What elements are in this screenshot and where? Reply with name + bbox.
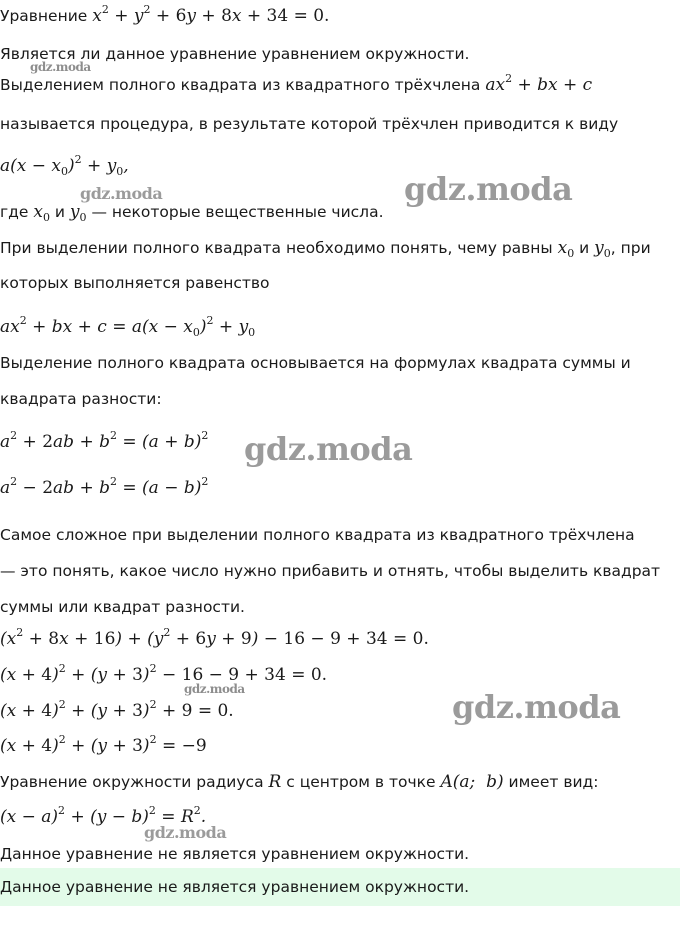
definition-line-2: называется процедура, в результате которой трёхчлен приводится к виду (0, 115, 619, 133)
equality-formula: $ax^2$ + bx + $c = a(x - x_0)^2 + y_0$ (0, 314, 256, 339)
step-1-formula: $(x^2 + 8x + 16) + (y^2 + 6y + 9) - 16 - 9 + 34 = 0$. (0, 626, 429, 649)
equation-main: $x^2 + y^2 + 6y + 8x + 34 = 0$. (92, 3, 330, 26)
step-2-formula: $(x + 4)^2 + (y + 3)^2 - 16 - 9 + 34 = 0$. (0, 662, 328, 685)
step-4-formula: $(x + 4)^2 + (y + 3)^2 = -9$ (0, 733, 207, 756)
watermark: gdz.moda (184, 682, 245, 696)
basis-line-1: Выделение полного квадрата основывается на формулах квадрата суммы и (0, 354, 631, 372)
circle-equation-formula: $(x - a)^2 + (y - b)^2 = R^2$. (0, 804, 207, 827)
watermark: gdz.moda (144, 823, 227, 842)
hard-part-line-1: Самое сложное при выделении полного квадрата из квадратного трёхчлена (0, 526, 635, 544)
trinomial-formula: $ax^2$ + bx + c (485, 72, 593, 95)
answer-box (0, 868, 680, 906)
definition-line-3: где $x_0$ и $y_0$ — некоторые вещественные числа. (0, 202, 384, 224)
basis-line-2: квадрата разности: (0, 390, 162, 408)
explanation-line-1: При выделении полного квадрата необходимо понять, чему равны $x_0$ и $y_0$, при (0, 238, 651, 260)
equation-statement: Уравнение $x^2 + y^2 + 6y + 8x + 34 = 0$. (0, 3, 330, 26)
form-formula: $a(x - x_0)^2 + y_0$, (0, 153, 129, 178)
step-3-formula: $(x + 4)^2 + (y + 3)^2 + 9 = 0$. (0, 698, 234, 721)
definition-line-1: Выделением полного квадрата из квадратного трёхчлена $ax^2$ + bx + c (0, 72, 593, 95)
circle-equation-text: Уравнение окружности радиуса R с центром в точке A(a; b) имеет вид: (0, 772, 599, 792)
question-text: Является ли данное уравнение уравнением окружности. (0, 45, 470, 63)
watermark: gdz.moda (80, 184, 163, 203)
square-sum-formula: $a^2 + 2ab + b^2 = (a + b)^2$ (0, 429, 209, 452)
conclusion-text: Данное уравнение не является уравнением окружности. (0, 845, 470, 863)
hard-part-line-2: — это понять, какое число нужно прибавить и отнять, чтобы выделить квадрат (0, 562, 661, 580)
watermark: gdz.moda (244, 430, 413, 468)
square-difference-formula: $a^2 - 2ab + b^2 = (a - b)^2$ (0, 475, 209, 498)
explanation-line-2: которых выполняется равенство (0, 274, 270, 292)
watermark: gdz.moda (30, 60, 91, 74)
hard-part-line-3: суммы или квадрат разности. (0, 598, 245, 616)
watermark: gdz.moda (452, 688, 621, 726)
watermark: gdz.moda (404, 170, 573, 208)
answer-text: Данное уравнение не является уравнением окружности. (0, 878, 470, 896)
